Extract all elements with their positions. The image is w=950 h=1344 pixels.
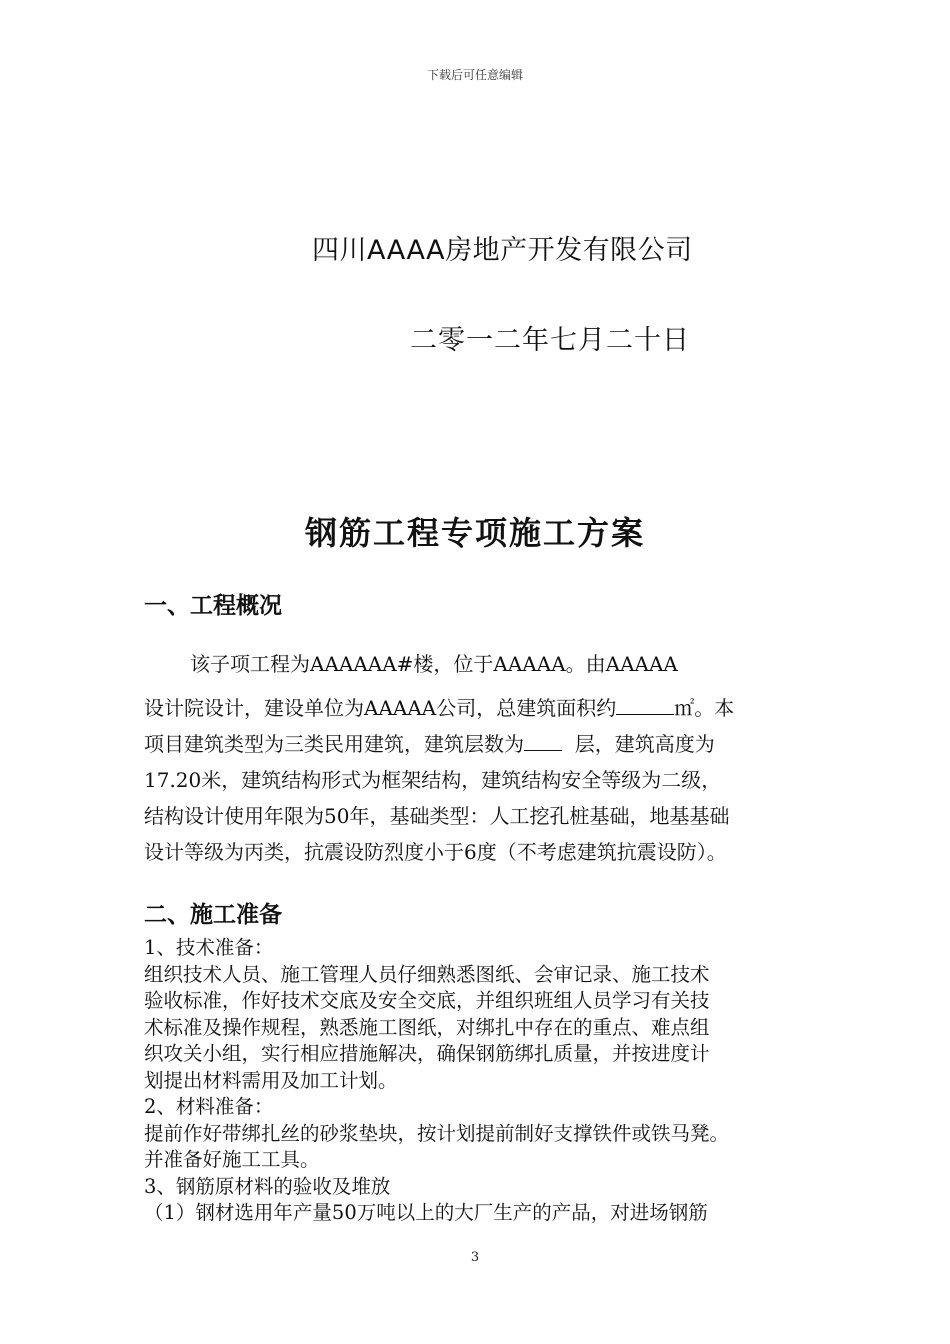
- content-line: 划提出材料需用及加工计划。: [144, 1068, 398, 1092]
- overview-paragraph: [144, 646, 820, 870]
- section-heading-overview: 一、工程概况: [144, 593, 282, 619]
- content-line: 2、材料准备：: [144, 1095, 274, 1118]
- document-title: 钢筋工程专项施工方案: [304, 514, 645, 552]
- paragraph-line: [144, 726, 820, 762]
- company-name: 四川AAAA房地产开发有限公司: [312, 235, 693, 266]
- paragraph-text: 层，建筑高度为: [574, 732, 715, 756]
- header-note: 下载后可任意编辑: [426, 68, 523, 82]
- content-line: 术标准及操作规程，熟悉施工图纸，对绑扎中存在的重点、难点组: [144, 1015, 710, 1039]
- paragraph-line: 17.20米，建筑结构形式为框架结构，建筑结构安全等级为二级，: [144, 768, 722, 792]
- paragraph-text: 项目建筑类型为三类民用建筑，建筑层数为: [144, 732, 524, 756]
- content-line: 3、钢筋原材料的验收及堆放: [144, 1174, 391, 1198]
- paragraph-text: ㎡。本: [674, 696, 735, 720]
- section-heading-preparation: 二、施工准备: [144, 902, 282, 928]
- paragraph-line: 该子项工程为AAAAAA#楼，位于AAAAA。由AAAAA: [190, 652, 678, 676]
- paragraph-text: 设计院设计，建设单位为AAAAA公司，总建筑面积约: [144, 696, 617, 720]
- content-line: 组织技术人员、施工管理人员仔细熟悉图纸、会审记录、施工技术: [144, 962, 710, 986]
- paragraph-line: 设计等级为丙类，抗震设防烈度小于6度（不考虑建筑抗震设防）。: [144, 840, 727, 864]
- content-line: 织攻关小组，实行相应措施解决，确保钢筋绑扎质量，并按进度计: [144, 1042, 710, 1065]
- preparation-content: [144, 935, 834, 1227]
- content-line: 1、技术准备：: [144, 936, 274, 959]
- page-number: 3: [470, 1250, 480, 1265]
- area-blank: [616, 692, 674, 715]
- paragraph-line: [144, 690, 820, 726]
- content-line: 验收标准，作好技术交底及安全交底，并组织班组人员学习有关技: [144, 989, 710, 1012]
- content-line: 提前作好带绑扎丝的砂浆垫块，按计划提前制好支撑铁件或铁马凳。: [144, 1121, 730, 1145]
- floors-blank: [524, 728, 562, 751]
- document-date: 二零一二年七月二十日: [410, 325, 690, 356]
- paragraph-line: 结构设计使用年限为50年，基础类型：人工挖孔桩基础，地基基础: [144, 804, 730, 828]
- content-line: （1）钢材选用年产量50万吨以上的大厂生产的产品，对进场钢筋: [144, 1201, 708, 1224]
- content-line: 并准备好施工工具。: [144, 1148, 320, 1171]
